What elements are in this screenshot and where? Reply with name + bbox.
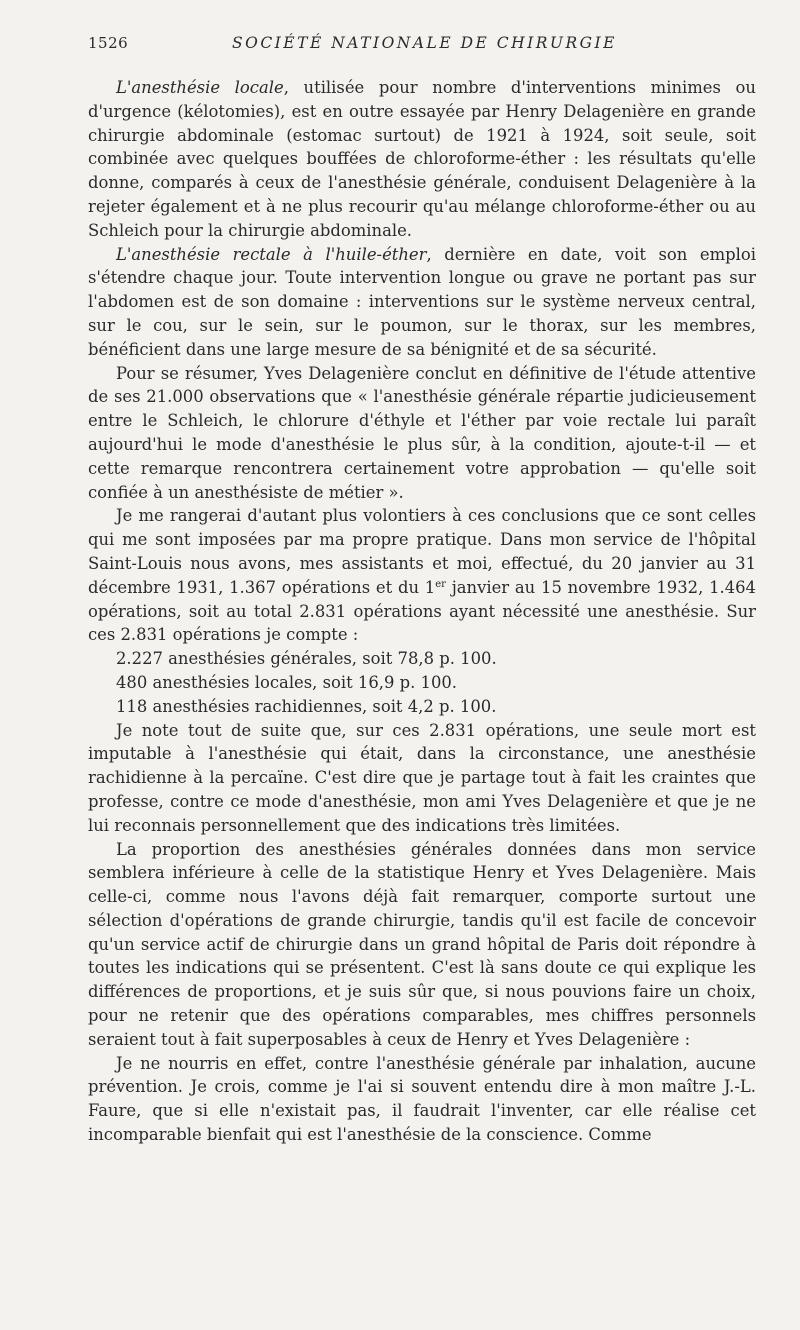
stat-general: 2.227 anesthésies générales, soit 78,8 p. 100. [116,649,497,669]
paragraph-mortality: Je note tout de suite que, sur ces 2.831 opérations, une seule mort est imputable à l'anesthésie qui était, dans la circonstance, une anesthésie rachidienne à la percaïne. C'est dire que je partage tout à fait les craintes que professe, contre ce mode d'anesthésie, mon ami Yves Delagenière et que je ne lui reconnais personnellement que des indications très limitées. [88,720,756,835]
lead-italic: L'anesthésie rectale à l'huile-éther [116,244,427,264]
paragraph-summary: Pour se résumer, Yves Delagenière conclut en définitive de l'étude attentive de ses 21.000 observations que « l'anesthésie générale répartie judicieusement entre le Schleich, le chlorure d'éthyle et l'éther par voie rectale lui paraît aujourd'hui le mode d'anesthésie le plus sûr, à la condition, ajoute-t-il — et cette remarque rencontrera certainement votre approbation — qu'elle soit confiée à un anesthésiste de métier ». [88,363,756,502]
running-header [88,34,756,62]
paragraph-proportion: La proportion des anesthésies générales données dans mon service semblera inférieure à celle de la statistique Henry et Yves Delagenière. Mais celle-ci, comme nous l'avons déjà fait remarquer, comporte surtout une sélection d'opérations de grande chirurgie, tandis qu'il est facile de concevoir qu'un service actif de chirurgie dans un grand hôpital de Paris doit répondre à toutes les indications qui se présentent. C'est là sans doute ce qui explique les différences de proportions, et je suis sûr que, si nous pouvions faire un choix, pour ne retenir que des opérations comparables, mes chiffres personnels seraient tout à fait superposables à ceux de Henry et Yves Delagenière : [88,839,756,1049]
paragraph-prevention: Je ne nourris en effet, contre l'anesthésie générale par inhalation, aucune prévention. Je crois, comme je l'ai si souvent entendu dire à mon maître J.-L. Faure, que si elle n'existait pas, il faudrait l'inventer, car elle réalise cet incomparable bienfait qui est l'anesthésie de la conscience. Comme [88,1053,756,1145]
journal-title: SOCIÉTÉ NATIONALE DE CHIRURGIE [232,34,617,52]
stat-local: 480 anesthésies locales, soit 16,9 p. 100. [116,672,458,692]
lead-italic: L'anesthésie locale [116,78,284,97]
stat-spinal: 118 anesthésies rachidiennes, soit 4,2 p. 100. [116,696,497,716]
paragraph-local-anesthesia: L'anesthésie locale, utilisée pour nombre d'interventions minimes ou d'urgence (kélotomies), est en outre essayée par Henry Delagenière en grande chirurgie abdominale (estomac surtout) de 1921 à 1924, soit seule, soit combinée avec quelques bouffées de chloroforme-éther : les résultats qu'elle donne, comparés à ceux de l'anesthésie générale, conduisent Delagenière à la rejeter également et à ne plus recourir qu'au mélange chloroforme-éther ou au Schleich pour la chirurgie abdominale. [88,78,756,240]
page-number: 1526 [88,34,129,52]
paragraph-own-practice: Je me rangerai d'autant plus volontiers à ces conclusions que ce sont celles qui me sont imposées par ma propre pratique. Dans mon service de l'hôpital Saint-Louis nous avons, mes assistants et moi, effectué, du 20 janvier au 31 décembre 1931, 1.367 opérations et du 1er janvier au 15 novembre 1932, 1.464 opérations, soit au total 2.831 opérations ayant nécessité une anesthésie. Sur ces 2.831 opérations je compte : [88,506,756,645]
body-text [88,76,756,1147]
document-page [88,34,756,1304]
paragraph-rectal-anesthesia: L'anesthésie rectale à l'huile-éther, dernière en date, voit son emploi s'étendre chaque jour. Toute intervention longue ou grave ne portant pas sur l'abdomen est de son domaine : interventions sur le système nerveux central, sur le cou, sur le sein, sur le poumon, sur le thorax, sur les membres, bénéficient dans une large mesure de sa bénignité et de sa sécurité. [88,244,757,359]
